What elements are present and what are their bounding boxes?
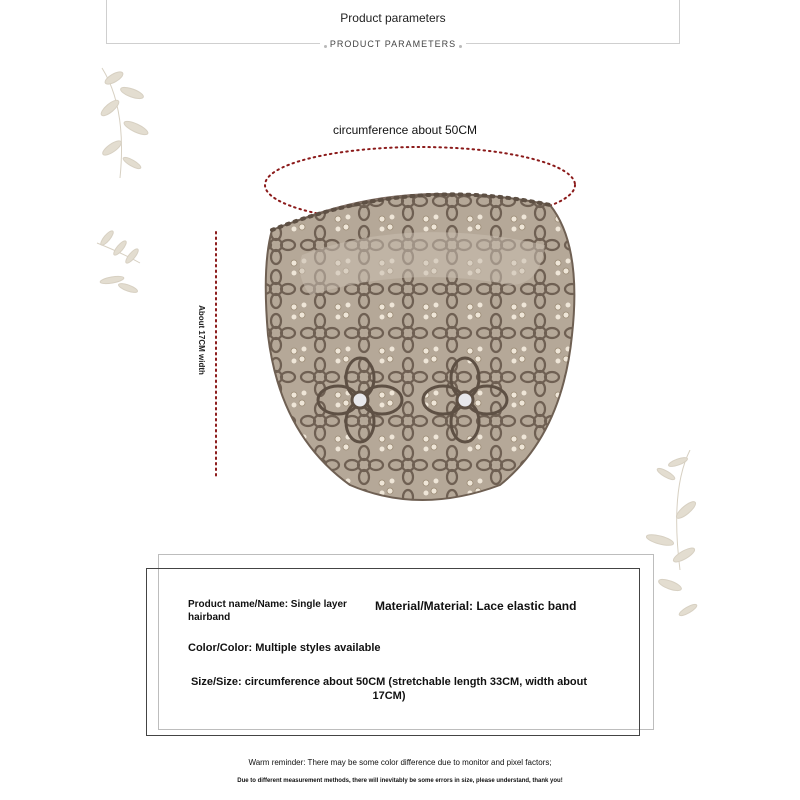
- measurement-note: Due to different measurement methods, there will inevitably be some errors in size, please understand, thank you!: [237, 778, 563, 784]
- page-title: Product parameters: [340, 11, 446, 25]
- header-frame: [106, 0, 680, 44]
- warm-reminder: Warm reminder: There may be some color difference due to monitor and pixel factors;: [248, 758, 552, 767]
- param-color: Color/Color: Multiple styles available: [188, 642, 381, 654]
- param-name: Product name/Name: Single layer hairband: [188, 599, 347, 623]
- param-size: Size/Size: circumference about 50CM (stretchable length 33CM, width about 17CM): [190, 676, 588, 702]
- param-material: Material/Material: Lace elastic band: [375, 599, 577, 613]
- page-subtitle: PRODUCT PARAMETERS: [320, 39, 466, 49]
- leaf-branch-icon: [92, 48, 162, 298]
- circumference-label: circumference about 50CM: [332, 123, 478, 137]
- lace-hairband-image: [210, 135, 610, 515]
- height-label: About 17CM width: [197, 305, 206, 375]
